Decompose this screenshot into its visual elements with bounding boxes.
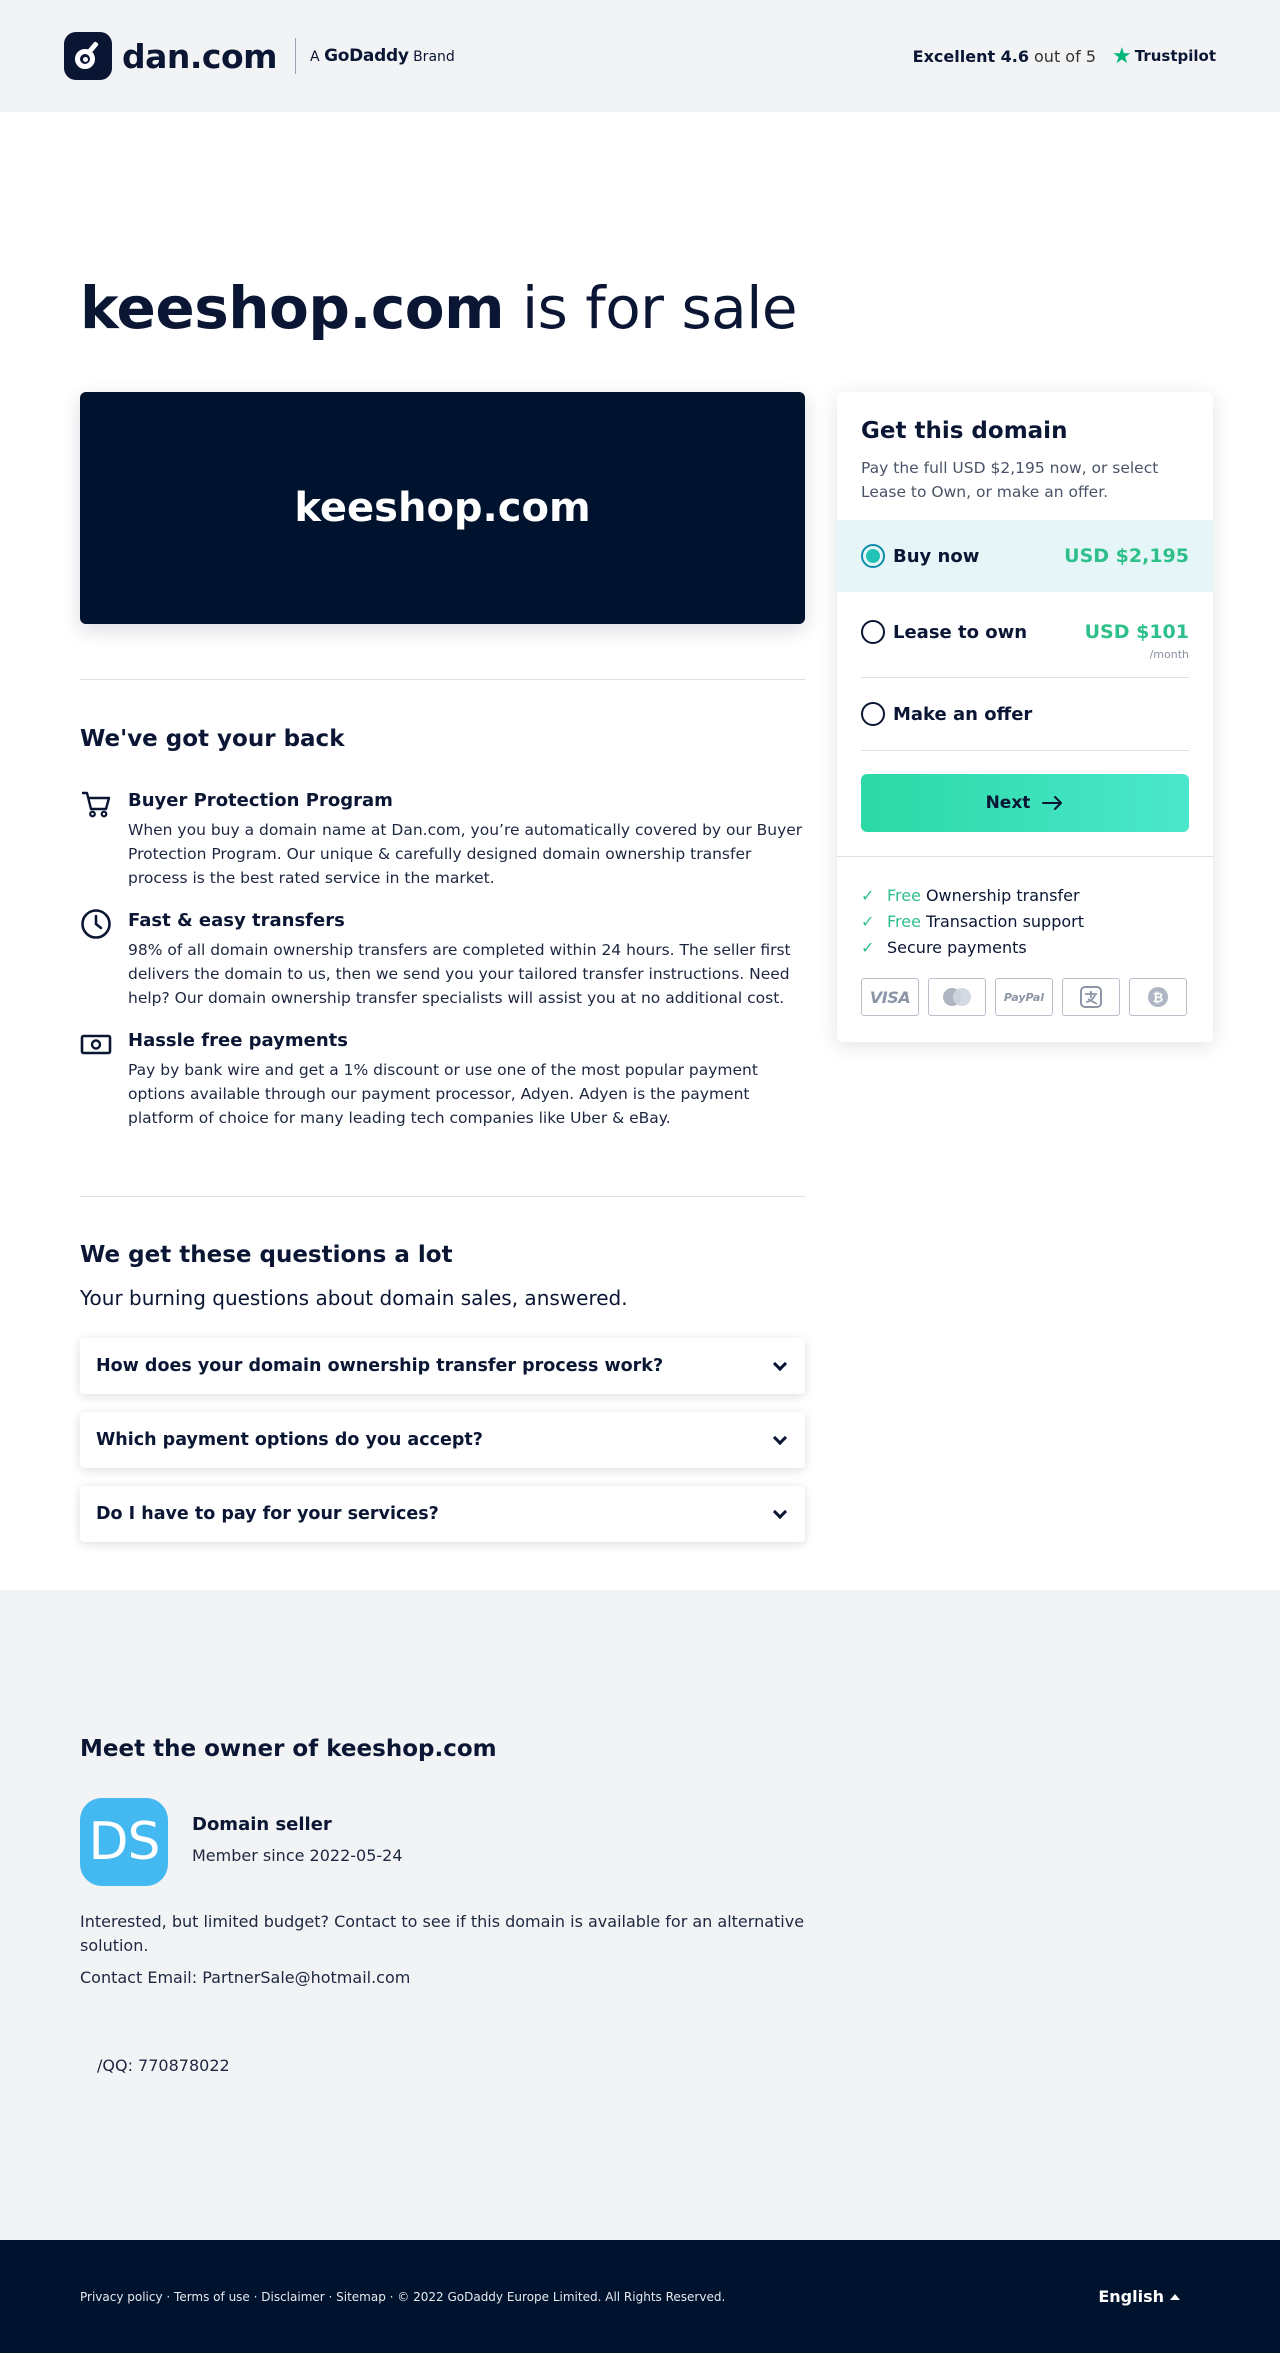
trustpilot-logo: ★ Trustpilot [1112, 43, 1216, 69]
owner-section [0, 1590, 1280, 2240]
feature-desc: When you buy a domain name at Dan.com, you’re automatically covered by our Buyer Protection Program. Our unique & carefully designed domain ownership transfer process is the best rated service in the market. [128, 821, 803, 887]
trustpilot-rating[interactable] [913, 44, 1216, 69]
godaddy-brand: A GoDaddy Brand [310, 46, 455, 66]
brand[interactable] [64, 32, 455, 80]
language-label: English [1098, 2287, 1164, 2306]
domain-card-name: keeshop.com [294, 485, 591, 531]
member-since: Member since 2022-05-24 [192, 1846, 403, 1865]
svg-text:₿: ₿ [1152, 991, 1164, 1006]
option-buy-now[interactable] [837, 520, 1213, 592]
faq-subheading: Your burning questions about domain sales, answered. [80, 1286, 628, 1310]
faq-question: How does your domain ownership transfer process work? [96, 1356, 664, 1376]
trust-out-of: out of 5 [1034, 46, 1096, 66]
radio-icon[interactable] [861, 620, 885, 644]
feature-title: Fast & easy transfers [128, 910, 345, 931]
caret-up-icon [1170, 2294, 1180, 2300]
faq-item[interactable] [80, 1338, 805, 1394]
faq-heading: We get these questions a lot [80, 1242, 453, 1268]
divider [80, 1196, 805, 1197]
feature-hassle-free-payments [80, 1028, 805, 1130]
radio-icon[interactable] [861, 702, 885, 726]
faq-question: Do I have to pay for your services? [96, 1504, 439, 1524]
option-label: Make an offer [893, 703, 1033, 725]
check-icon: ✓ [861, 937, 875, 957]
page-title [80, 274, 797, 342]
owner-heading: Meet the owner of keeshop.com [80, 1736, 497, 1762]
option-lease-to-own[interactable] [837, 592, 1213, 672]
cash-icon [80, 1028, 112, 1060]
feature-desc: Pay by bank wire and get a 1% discount or use one of the most popular payment options available through our payment processor, Adyen. Adyen is the payment platform of choice for many leading tech companies like Uber & eBay. [128, 1061, 758, 1127]
contact-email: Contact Email: PartnerSale@hotmail.com [80, 1968, 411, 1987]
arrow-right-icon [1042, 795, 1064, 811]
site-header [0, 0, 1280, 112]
option-label: Buy now [893, 545, 980, 567]
divider [80, 679, 805, 680]
perk-item: ✓ Secure payments [861, 937, 1027, 957]
option-price: USD $2,195 [1064, 545, 1189, 567]
faq-question: Which payment options do you accept? [96, 1430, 483, 1450]
main-content [0, 112, 1280, 1590]
clock-icon [80, 908, 112, 940]
next-label: Next [985, 793, 1031, 813]
chevron-down-icon [773, 1430, 787, 1444]
brand-divider [295, 38, 296, 74]
language-selector[interactable] [1098, 2287, 1180, 2306]
chevron-down-icon [773, 1356, 787, 1370]
trust-score: Excellent 4.6 [912, 46, 1030, 66]
radio-selected-icon[interactable] [861, 544, 885, 568]
option-label: Lease to own [893, 621, 1028, 643]
qq-contact: /QQ: 770878022 [97, 2056, 230, 2075]
paypal-icon: PayPal [995, 978, 1053, 1016]
back-heading: We've got your back [80, 726, 345, 752]
feature-fast-transfers [80, 908, 805, 1010]
site-footer [0, 2240, 1280, 2353]
feature-title: Hassle free payments [128, 1030, 348, 1051]
perks-list [861, 882, 1084, 960]
option-divider [861, 750, 1189, 751]
footer-links[interactable]: Privacy policy · Terms of use · Disclaimer · Sitemap · © 2022 GoDaddy Europe Limited. All Rights Reserved. [80, 2289, 726, 2304]
feature-title: Buyer Protection Program [128, 790, 393, 811]
title-suffix: is for sale [522, 274, 798, 342]
chevron-down-icon [773, 1504, 787, 1518]
bitcoin-icon [1129, 978, 1187, 1016]
faq-item[interactable] [80, 1412, 805, 1468]
visa-icon: VISA [861, 978, 919, 1016]
panel-title: Get this domain [861, 418, 1068, 444]
domain-card [80, 392, 805, 624]
avatar: DS [80, 1798, 168, 1886]
option-make-offer[interactable] [837, 678, 1213, 750]
interest-text: Interested, but limited budget? Contact to see if this domain is available for an alternative solution. [80, 1912, 805, 1955]
option-unit: /month [1149, 648, 1189, 661]
payment-methods [861, 978, 1187, 1016]
alipay-icon [1062, 978, 1120, 1016]
feature-buyer-protection [80, 788, 805, 890]
panel-divider [837, 856, 1213, 857]
faq-item[interactable] [80, 1486, 805, 1542]
title-domain: keeshop.com [80, 274, 505, 342]
perk-item: ✓ Free Ownership transfer [861, 885, 1080, 905]
check-icon: ✓ [861, 885, 875, 905]
star-icon: ★ [1112, 43, 1132, 69]
option-price: USD $101 [1084, 621, 1189, 643]
feature-desc: 98% of all domain ownership transfers are completed within 24 hours. The seller first delivers the domain to us, then we send you your tailored transfer instructions. Need help? Our domain ownership transfer specialists will assist you at no additional cost. [128, 941, 791, 1007]
logo-text: dan.com [122, 36, 278, 76]
purchase-panel [837, 392, 1213, 1042]
cart-icon [80, 788, 112, 820]
next-button[interactable] [861, 774, 1189, 832]
perk-item: ✓ Free Transaction support [861, 911, 1084, 931]
seller-name: Domain seller [192, 1814, 332, 1835]
panel-desc: Pay the full USD $2,195 now, or select Lease to Own, or make an offer. [861, 459, 1159, 501]
dan-logo-icon [64, 32, 112, 80]
mastercard-icon [928, 978, 986, 1016]
check-icon: ✓ [861, 911, 875, 931]
